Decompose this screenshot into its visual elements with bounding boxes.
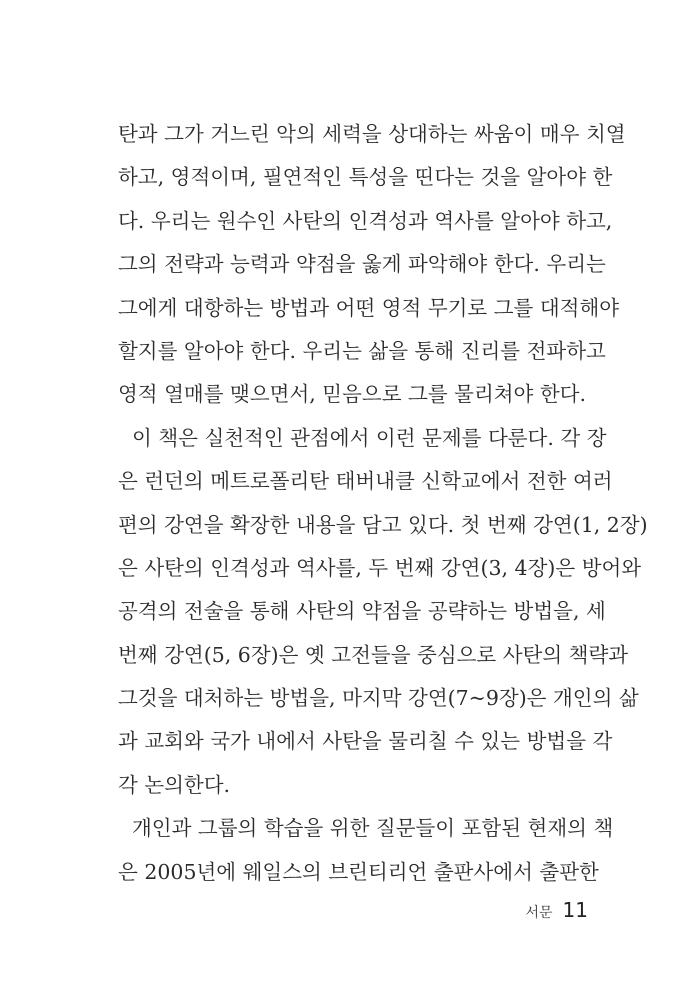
body-line: 탄과 그가 거느린 악의 세력을 상대하는 싸움이 매우 치열 [118, 122, 626, 146]
body-line: 편의 강연을 확장한 내용을 담고 있다. 첫 번째 강연(1, 2장) [118, 512, 648, 537]
body-line: 그의 전략과 능력과 약점을 옳게 파악해야 한다. 우리는 [118, 252, 606, 277]
body-line: 영적 열매를 맺으면서, 믿음으로 그를 물리쳐야 한다. [118, 382, 586, 407]
body-line: 은 2005년에 웨일스의 브린티리언 출판사에서 출판한 [118, 859, 599, 884]
body-line: 은 런던의 메트로폴리탄 태버내클 신학교에서 전한 여러 [118, 469, 613, 494]
body-line: 과 교회와 국가 내에서 사탄을 물리칠 수 있는 방법을 각 [118, 729, 613, 754]
body-line: 이 책은 실천적인 관점에서 이런 문제를 다룬다. 각 장 [132, 425, 607, 450]
body-line: 은 사탄의 인격성과 역사를, 두 번째 강연(3, 4장)은 방어와 [118, 555, 642, 580]
body-line: 다. 우리는 원수인 사탄의 인격성과 역사를 알아야 하고, [118, 208, 613, 233]
body-line: 그것을 대처하는 방법을, 마지막 강연(7~9장)은 개인의 삶 [118, 686, 639, 711]
body-line: 개인과 그룹의 학습을 위한 질문들이 포함된 현재의 책 [132, 816, 614, 841]
body-line: 공격의 전술을 통해 사탄의 약점을 공략하는 방법을, 세 [118, 599, 606, 624]
body-line: 할지를 알아야 한다. 우리는 삶을 통해 진리를 전파하고 [118, 338, 606, 363]
body-line: 각 논의한다. [118, 772, 231, 797]
body-line: 번째 강연(5, 6장)은 옛 고전들을 중심으로 사탄의 책략과 [118, 642, 629, 667]
page-number: 11 [562, 898, 588, 922]
page-body [118, 113, 648, 894]
body-line: 그에게 대항하는 방법과 어떤 영적 무기로 그를 대적해야 [118, 295, 620, 320]
page-footer [525, 898, 588, 922]
body-line: 하고, 영적이며, 필연적인 특성을 띤다는 것을 알아야 한 [118, 165, 613, 190]
running-section-title: 서문 [525, 905, 553, 921]
